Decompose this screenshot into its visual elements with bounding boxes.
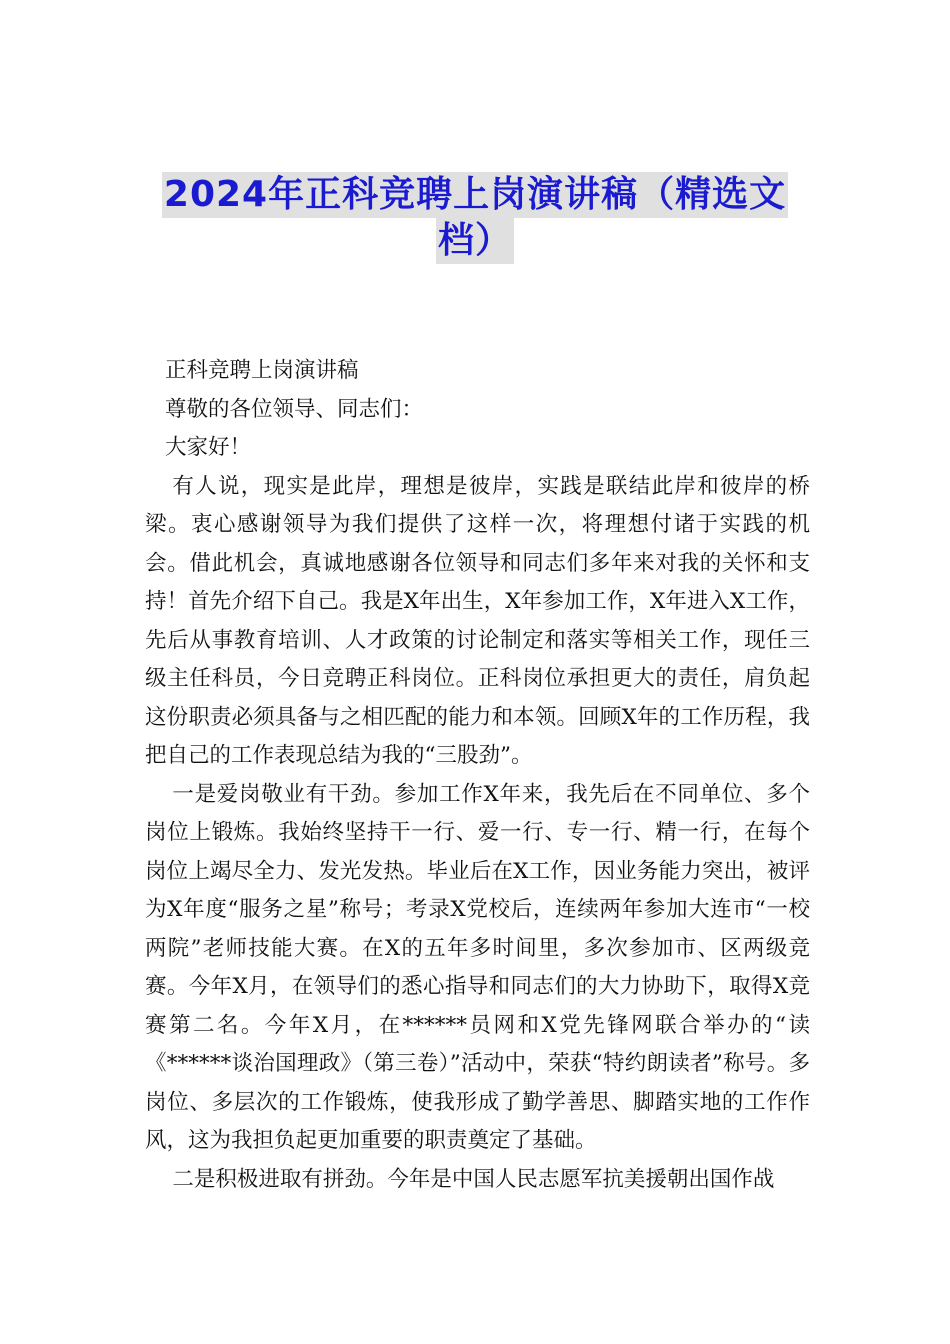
document-body: [145, 352, 810, 1199]
paragraph-intro: 有人说，现实是此岸，理想是彼岸，实践是联结此岸和彼岸的桥梁。衷心感谢领导为我们提供了这样一次，将理想付诸于实践的机会。借此机会，真诚地感谢各位领导和同志们多年来对我的关怀和支持！首先介绍下自己。我是X年出生，X年参加工作，X年进入X工作，先后从事教育培训、人才政策的讨论制定和落实等相关工作，现任三级主任科员，今日竞聘正科岗位。正科岗位承担更大的责任，肩负起这份职责必须具备与之相匹配的能力和本领。回顾X年的工作历程，我把自己的工作表现总结为我的“三股劲”。: [145, 473, 810, 768]
paragraph-greeting: 大家好！: [165, 435, 252, 460]
title-line-2: 档）: [436, 218, 514, 264]
paragraph-point-two: 二是积极进取有拼劲。今年是中国人民志愿军抗美援朝出国作战: [172, 1166, 775, 1192]
paragraph-point-one: 一是爱岗敬业有干劲。参加工作X年来，我先后在不同单位、多个岗位上锻炼。我始终坚持干一行、爱一行、专一行、精一行，在每个岗位上竭尽全力、发光发热。毕业后在X工作，因业务能力突出，被评为X年度“服务之星”称号；考录X党校后，连续两年参加大连市“一校两院”老师技能大赛。在X的五年多时间里，多次参加市、区两级竞赛。今年X月，在领导们的悉心指导和同志们的大力协助下，取得X竞赛第二名。今年X月，在******员网和X党先锋网联合举办的“读《******谈治国理政》（第三卷）”活动中，荣获“特约朗读者”称号。多岗位、多层次的工作锻炼，使我形成了勤学善思、脚踏实地的工作作风，这为我担负起更加重要的职责奠定了基础。: [145, 781, 810, 1153]
paragraph-salutation: 尊敬的各位领导、同志们：: [165, 396, 424, 422]
document-title: [160, 172, 790, 264]
title-line-1: 2024年正科竞聘上岗演讲稿（精选文: [162, 172, 788, 218]
paragraph-heading: 正科竞聘上岗演讲稿: [165, 358, 359, 383]
